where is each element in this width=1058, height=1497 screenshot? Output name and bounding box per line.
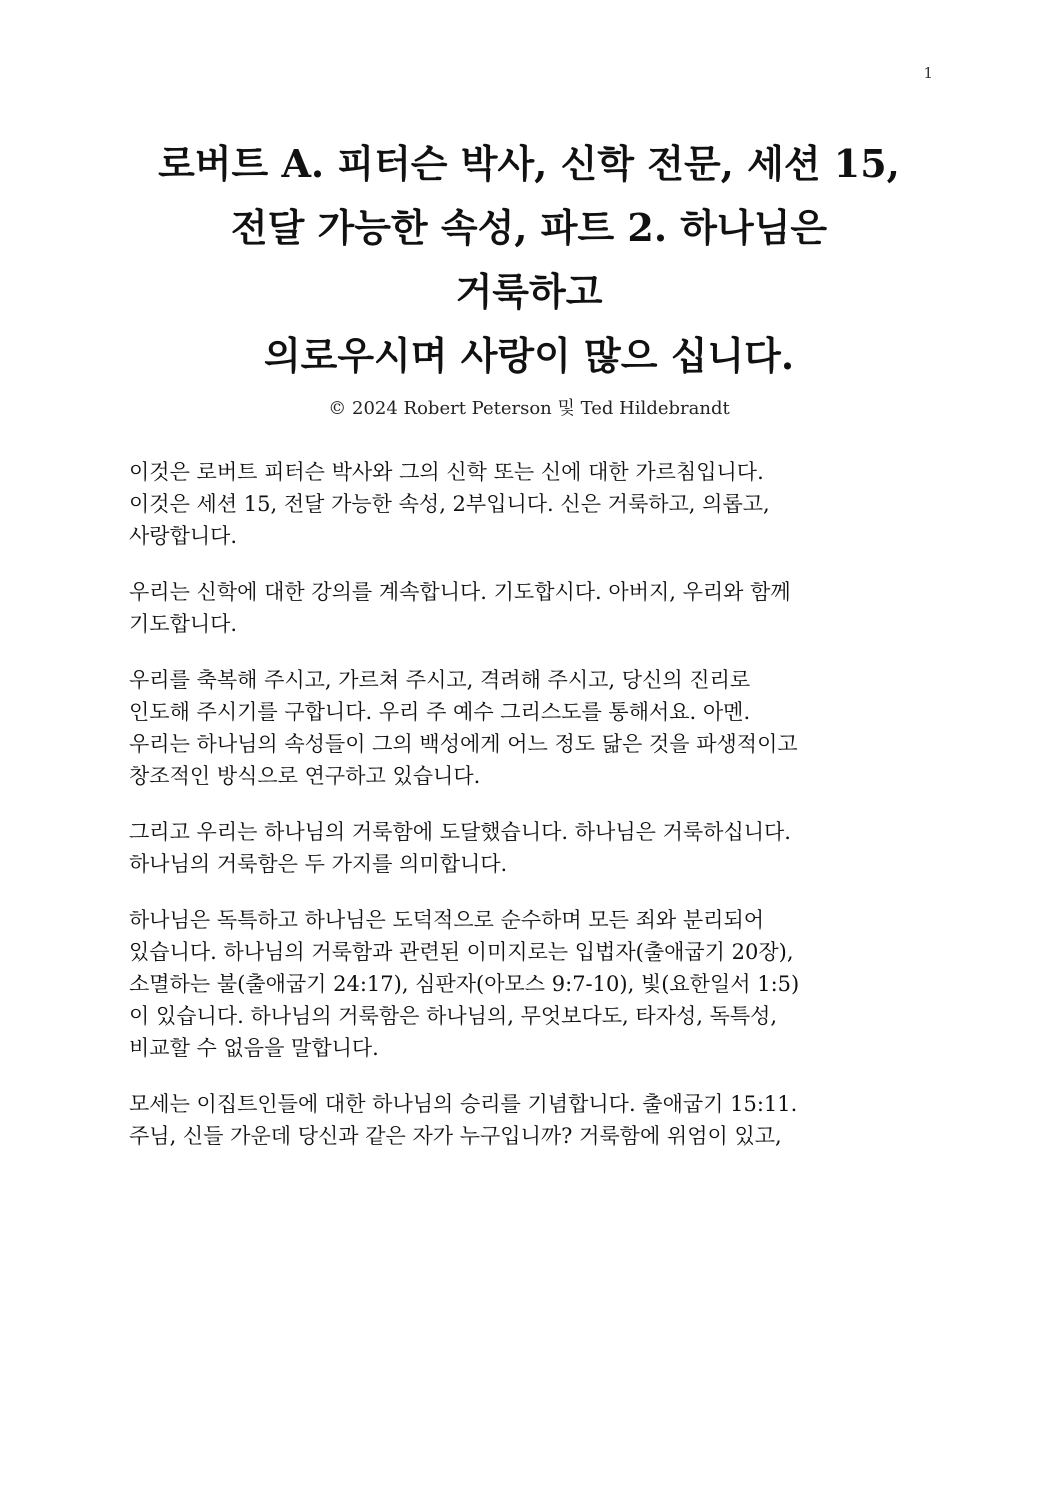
text-line: 인도해 주시기를 구합니다. 우리 주 예수 그리스도를 통해서요. 아멘. xyxy=(129,700,751,724)
title-line: 의로우시며 사랑이 많으 십니다. xyxy=(263,333,795,378)
paragraph xyxy=(129,576,939,640)
text-line: 하나님은 독특하고 하나님은 도덕적으로 순수하며 모든 죄와 분리되어 xyxy=(129,908,765,932)
document-title xyxy=(60,132,998,388)
title-line: 전달 가능한 속성, 파트 2. 하나님은 xyxy=(230,205,828,250)
text-line: 비교할 수 없음을 말합니다. xyxy=(129,1036,379,1060)
paragraph xyxy=(129,1088,939,1152)
text-line: 우리는 하나님의 속성들이 그의 백성에게 어느 정도 닮은 것을 파생적이고 xyxy=(129,732,798,756)
title-line: 로버트 A. 피터슨 박사, 신학 전문, 세션 15, xyxy=(158,141,900,186)
text-line: 소멸하는 불(출애굽기 24:17), 심판자(아모스 9:7-10), 빛(요한일서 1:5) xyxy=(129,972,800,996)
text-line: 그리고 우리는 하나님의 거룩함에 도달했습니다. 하나님은 거룩하십니다. xyxy=(129,820,791,844)
text-line: 있습니다. 하나님의 거룩함과 관련된 이미지로는 입법자(출애굽기 20장), xyxy=(129,940,794,964)
text-line: 우리는 신학에 대한 강의를 계속합니다. 기도합시다. 아버지, 우리와 함께 xyxy=(129,580,791,604)
text-line: 이것은 세션 15, 전달 가능한 속성, 2부입니다. 신은 거룩하고, 의롭고, xyxy=(129,492,770,516)
document-body xyxy=(129,456,939,1176)
paragraph xyxy=(129,664,939,792)
title-line: 거룩하고 xyxy=(455,269,603,314)
page-number: 1 xyxy=(923,64,933,82)
text-line: 이 있습니다. 하나님의 거룩함은 하나님의, 무엇보다도, 타자성, 독특성, xyxy=(129,1004,778,1028)
text-line: 사랑합니다. xyxy=(129,524,238,548)
text-line: 이것은 로버트 피터슨 박사와 그의 신학 또는 신에 대한 가르침입니다. xyxy=(129,460,764,484)
text-line: 기도합니다. xyxy=(129,612,238,636)
text-line: 모세는 이집트인들에 대한 하나님의 승리를 기념합니다. 출애굽기 15:11. xyxy=(129,1092,798,1116)
copyright-notice: © 2024 Robert Peterson 및 Ted Hildebrandt xyxy=(328,398,730,419)
text-line: 주님, 신들 가운데 당신과 같은 자가 누구입니까? 거룩함에 위엄이 있고, xyxy=(129,1124,782,1148)
paragraph xyxy=(129,904,939,1064)
text-line: 하나님의 거룩함은 두 가지를 의미합니다. xyxy=(129,852,508,876)
paragraph xyxy=(129,816,939,880)
text-line: 창조적인 방식으로 연구하고 있습니다. xyxy=(129,764,481,788)
text-line: 우리를 축복해 주시고, 가르쳐 주시고, 격려해 주시고, 당신의 진리로 xyxy=(129,668,751,692)
paragraph xyxy=(129,456,939,552)
